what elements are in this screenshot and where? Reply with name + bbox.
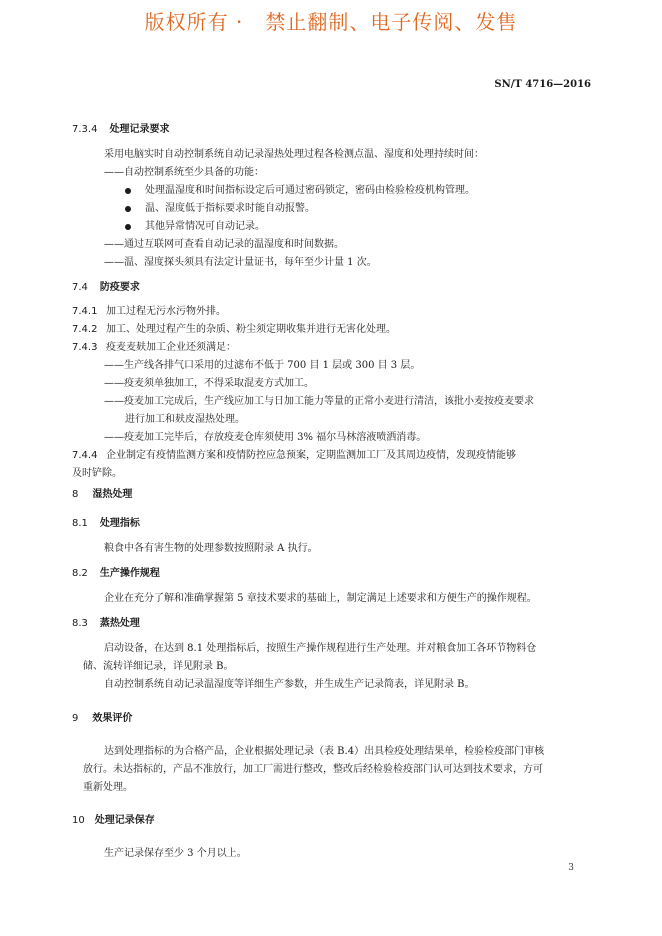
clause-text: 加工、处理过程产生的杂质、粉尘须定期收集并进行无害化处理。	[106, 324, 396, 335]
clause-continuation: 及时铲除。	[72, 468, 122, 479]
clause-7-4-2	[72, 320, 396, 335]
section-title: 蒸热处理	[99, 618, 140, 629]
clause-number: 7.4.3	[72, 342, 98, 353]
bullet-text: 温、湿度低于指标要求时能自动报警。	[145, 203, 315, 214]
clause-text: 企业制定有疫情监测方案和疫情防控应急预案，定期监测加工厂及其周边疫情，发现疫情能够	[106, 450, 516, 461]
section-number: 8.1	[72, 518, 88, 529]
clause-number: 7.4.4	[72, 450, 98, 461]
section-8-1-heading	[72, 514, 140, 529]
section-number: 9	[72, 713, 79, 724]
section-number: 10	[72, 815, 85, 826]
section-9-heading	[72, 709, 132, 724]
paragraph: 企业在充分了解和准确掌握第 5 章技术要求的基础上，制定满足上述要求和方便生产的操作规程。	[104, 593, 537, 604]
section-title: 处理记录保存	[94, 815, 155, 826]
bullet-text: 处理温湿度和时间指标设定后可通过密码锁定，密码由检验检疫机构管理。	[145, 185, 475, 196]
clause-7-4-4	[72, 446, 516, 461]
section-number: 7.4	[72, 282, 88, 293]
paragraph-continuation: 放行。未达指标的，产品不准放行，加工厂需进行整改，整改后经检验检疫部门认可达到技术要求，方可	[83, 764, 543, 775]
section-title: 处理指标	[99, 518, 140, 529]
section-7-3-4-heading	[72, 120, 169, 135]
watermark: 版权所有 · 禁止翻制、电子传阅、发售	[144, 10, 518, 34]
clause-text: 疫麦麦麸加工企业还须满足：	[106, 342, 236, 353]
document-code: SN/T 4716—2016	[494, 79, 591, 90]
bullet-item	[125, 199, 315, 214]
paragraph: 粮食中各有害生物的处理参数按照附录 A 执行。	[104, 543, 318, 554]
dash-item: ——疫麦须单独加工，不得采取混麦方式加工。	[104, 378, 314, 389]
dash-item: ——生产线各排气口采用的过滤布不低于 700 目 1 层或 300 目 3 层。	[104, 360, 421, 371]
bullet-icon	[125, 206, 131, 212]
paragraph: 自动控制系统自动记录温湿度等详细生产参数，并生成生产记录简表，详见附录 B。	[104, 679, 475, 690]
section-title: 湿热处理	[92, 489, 133, 500]
clause-number: 7.4.1	[72, 306, 98, 317]
section-number: 8.2	[72, 568, 88, 579]
bullet-item	[125, 181, 475, 196]
section-title: 处理记录要求	[109, 124, 170, 135]
clause-number: 7.4.2	[72, 324, 98, 335]
clause-7-4-1	[72, 302, 226, 317]
dash-item: ——疫麦加工完成后，生产线应加工与日加工能力等量的正常小麦进行清洁，该批小麦按疫麦要求	[104, 396, 534, 407]
paragraph: 达到处理指标的为合格产品，企业根据处理记录（表 B.4）出具检疫处理结果单，检验检疫部门审核	[104, 746, 545, 757]
section-title: 生产操作规程	[99, 568, 160, 579]
section-number: 8	[72, 489, 79, 500]
section-8-heading	[72, 485, 132, 500]
bullet-icon	[125, 224, 131, 230]
section-8-3-heading	[72, 614, 140, 629]
section-title: 防疫要求	[99, 282, 140, 293]
dash-item: ——自动控制系统至少具备的功能：	[104, 167, 264, 178]
dash-item: ——通过互联网可查看自动记录的温湿度和时间数据。	[104, 239, 344, 250]
section-number: 7.3.4	[72, 124, 98, 135]
page-number: 3	[568, 863, 574, 873]
bullet-item	[125, 217, 265, 232]
clause-7-4-3	[72, 338, 236, 353]
paragraph: 采用电脑实时自动控制系统自动记录湿热处理过程各检测点温、湿度和处理持续时间：	[104, 149, 484, 160]
paragraph-continuation: 储、流转详细记录，详见附录 B。	[83, 661, 234, 672]
paragraph-continuation: 重新处理。	[83, 782, 133, 793]
dash-item: ——温、湿度探头须具有法定计量证书，每年至少计量 1 次。	[104, 257, 377, 268]
bullet-icon	[125, 188, 131, 194]
clause-text: 加工过程无污水污物外排。	[106, 306, 226, 317]
section-7-4-heading	[72, 278, 140, 293]
section-10-heading	[72, 811, 155, 826]
bullet-text: 其他异常情况可自动记录。	[145, 221, 265, 232]
section-title: 效果评价	[92, 713, 133, 724]
paragraph: 生产记录保存至少 3 个月以上。	[104, 848, 247, 859]
dash-item: ——疫麦加工完毕后，存放疫麦仓库须使用 3% 福尔马林溶液喷洒消毒。	[104, 432, 427, 443]
paragraph: 启动设备，在达到 8.1 处理指标后，按照生产操作规程进行生产处理。并对粮食加工各环节物料仓	[104, 643, 537, 654]
dash-item-continuation: 进行加工和麸皮湿热处理。	[125, 414, 245, 425]
section-number: 8.3	[72, 618, 88, 629]
section-8-2-heading	[72, 564, 160, 579]
